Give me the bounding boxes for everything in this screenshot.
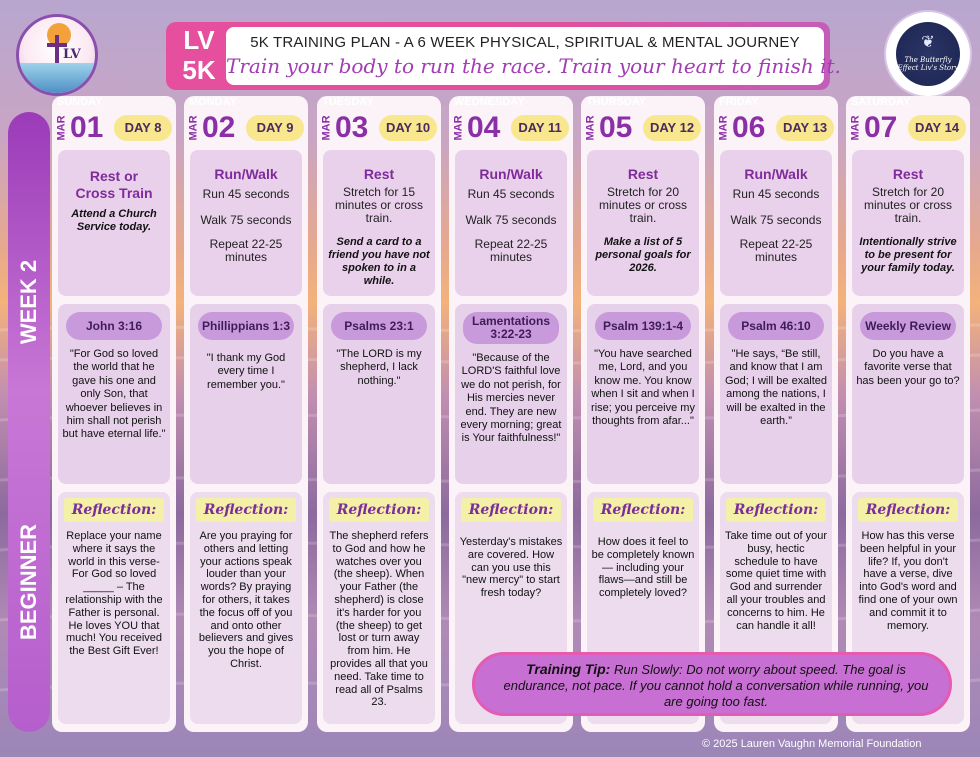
- verse-box: [323, 304, 435, 484]
- wave-icon: [19, 63, 95, 93]
- day-column: [52, 96, 176, 732]
- lv5k-logo: [16, 14, 98, 96]
- day-column: [846, 96, 970, 732]
- header-panel: [226, 27, 841, 85]
- month-label: MAR: [718, 115, 730, 141]
- workout-line: Stretch for 15 minutes or cross train.: [334, 185, 424, 225]
- workout-box: [323, 150, 435, 296]
- verse-reference: John 3:16: [66, 312, 162, 340]
- workout-line: Repeat 22-25 minutes: [739, 237, 813, 264]
- workout-box: [852, 150, 964, 296]
- cross-icon: [55, 35, 59, 65]
- day-column: [581, 96, 705, 732]
- page-title: 5K TRAINING PLAN - A 6 WEEK PHYSICAL, SPIRITUAL & MENTAL JOURNEY: [250, 34, 800, 51]
- workout-title: Rest or Cross Train: [75, 168, 153, 201]
- verse-reference: Psalms 23:1: [331, 312, 427, 340]
- day-badge: DAY 10: [379, 115, 437, 141]
- verse-box: [720, 304, 832, 484]
- butterfly-icon: ❦: [921, 32, 935, 51]
- month-label: MAR: [188, 115, 200, 141]
- workout-line: Repeat 22-25 minutes: [474, 237, 548, 264]
- page-subtitle: Train your body to run the race. Train your heart to finish it.: [226, 54, 841, 78]
- verse-reference: Weekly Review: [860, 312, 956, 340]
- day-column: [184, 96, 308, 732]
- date-number: 04: [467, 111, 501, 144]
- reflection-box: [323, 492, 435, 724]
- workout-line: Walk 75 seconds: [200, 213, 292, 227]
- workout-box: [455, 150, 567, 296]
- day-of-week: SUNDAY: [57, 96, 103, 108]
- date-header: [52, 109, 176, 145]
- verse-reference: Lamentations 3:22-23: [463, 312, 559, 344]
- reflection-box: [190, 492, 302, 724]
- date-header: [317, 109, 441, 145]
- date-header: [184, 109, 308, 145]
- training-tip-label: Training Tip:: [526, 661, 611, 677]
- reflection-label: Reflection:: [64, 498, 164, 522]
- verse-box: [190, 304, 302, 484]
- reflection-label: Reflection:: [593, 498, 693, 522]
- month-label: MAR: [56, 115, 68, 141]
- workout-line: Walk 75 seconds: [465, 213, 557, 227]
- workout-title: Rest: [363, 166, 395, 182]
- date-number: 05: [599, 111, 633, 144]
- workout-box: [58, 150, 170, 296]
- month-label: MAR: [321, 115, 333, 141]
- week-ribbon: [8, 112, 50, 732]
- date-number: 06: [732, 111, 766, 144]
- day-of-week: MONDAY: [189, 96, 237, 108]
- verse-text: "For God so loved the world that he gave his one and only Son, that whoever believes in him shall not perish but have eternal life.": [62, 348, 166, 441]
- workout-title: Run/Walk: [214, 166, 278, 182]
- lv5k-badge: LV 5K: [182, 25, 216, 85]
- workout-title: Run/Walk: [479, 166, 543, 182]
- day-of-week: WEDNESDAY: [454, 96, 525, 108]
- date-header: [846, 109, 970, 145]
- date-header: [449, 109, 573, 145]
- date-header: [714, 109, 838, 145]
- workout-line: Run 45 seconds: [467, 187, 555, 201]
- date-number: 01: [70, 111, 104, 144]
- workout-title: Rest: [892, 166, 924, 182]
- logo-text: LV: [63, 47, 81, 62]
- training-tip: [472, 652, 952, 716]
- workout-note: Intentionally strive to be present for your family today.: [859, 236, 957, 274]
- reflection-text: How has this verse been helpful in your life? If, you don't have a verse, dive into God's word and find one of your own and commit it to memory.: [858, 530, 958, 632]
- reflection-text: Take time out of your busy, hectic schedule to have some quiet time with God and surrender all your troubles and concerns to him. He can handle it all!: [724, 530, 828, 632]
- day-column: [317, 96, 441, 732]
- workout-line: Stretch for 20 minutes or cross train.: [863, 185, 953, 225]
- reflection-label: Reflection:: [461, 498, 561, 522]
- day-column: [714, 96, 838, 732]
- workout-line: Run 45 seconds: [732, 187, 820, 201]
- workout-box: [720, 150, 832, 296]
- training-tip-text: Run Slowly: Do not worry about speed. The goal is endurance, not pace. If you cannot hold a conversation while running, you are going too fast.: [503, 662, 929, 709]
- day-badge: DAY 11: [511, 115, 569, 141]
- verse-box: [455, 304, 567, 484]
- date-number: 07: [864, 111, 898, 144]
- verse-box: [587, 304, 699, 484]
- verse-text: "I thank my God every time I remember you.": [206, 352, 286, 391]
- day-badge: DAY 13: [776, 115, 834, 141]
- verse-box: [58, 304, 170, 484]
- month-label: MAR: [850, 115, 862, 141]
- workout-line: Run 45 seconds: [202, 187, 290, 201]
- verse-text: "He says, “Be still, and know that I am God; I will be exalted among the nations, I will be exalted in the earth.”: [724, 348, 828, 428]
- workout-box: [587, 150, 699, 296]
- workout-note: Make a list of 5 personal goals for 2026.: [595, 236, 691, 274]
- workout-title: Run/Walk: [744, 166, 808, 182]
- reflection-text: The shepherd refers to God and how he watches over you (the sheep). When your Father (the shepherd) is close it's harder for you (the sheep) to get lost or turn away from him. He provides all that you need. Take time to read all of Psalms 23.: [329, 530, 429, 709]
- day-badge: DAY 8: [114, 115, 172, 141]
- workout-note: Attend a Church Service today.: [71, 208, 157, 233]
- reflection-text: Yesterday's mistakes are covered. How can you use this "new mercy" to start fresh today?: [459, 536, 563, 600]
- month-label: MAR: [453, 115, 465, 141]
- verse-reference: Psalm 139:1-4: [595, 312, 691, 340]
- day-of-week: SATURDAY: [851, 96, 911, 108]
- day-badge: DAY 14: [908, 115, 966, 141]
- verse-text: "The LORD is my shepherd, I lack nothing.": [336, 348, 422, 387]
- header-banner: [166, 22, 841, 90]
- reflection-text: Are you praying for others and letting your actions speak louder than your words? By praying for others, it takes the focus off of you and onto other believers and gives you the hope of Christ.: [198, 530, 294, 670]
- verse-box: [852, 304, 964, 484]
- workout-box: [190, 150, 302, 296]
- date-header: [581, 109, 705, 145]
- month-label: MAR: [585, 115, 597, 141]
- copyright-footer: © 2025 Lauren Vaughn Memorial Foundation: [702, 738, 922, 750]
- reflection-label: Reflection:: [726, 498, 826, 522]
- day-badge: DAY 12: [643, 115, 701, 141]
- butterfly-effect-logo: ❦ The Butterfly Effect Liv's Story: [884, 10, 972, 98]
- day-of-week: FRIDAY: [719, 96, 759, 108]
- day-column: [449, 96, 573, 732]
- verse-reference: Psalm 46:10: [728, 312, 824, 340]
- workout-title: Rest: [627, 166, 659, 182]
- workout-line: Walk 75 seconds: [730, 213, 822, 227]
- date-number: 02: [202, 111, 236, 144]
- reflection-text: Replace your name where it says the world in this verse- For God so loved _____ – The relationship with the Father is personal. He loves YOU that much! You received the Best Gift Ever!: [65, 530, 163, 658]
- verse-text: "You have searched me, Lord, and you know me. You know when I sit and when I rise; you perceive my thoughts from afar...": [591, 348, 695, 428]
- week-label: WEEK 2: [16, 259, 41, 345]
- day-of-week: TUESDAY: [322, 96, 374, 108]
- reflection-label: Reflection:: [858, 498, 958, 522]
- reflection-label: Reflection:: [196, 498, 296, 522]
- workout-line: Stretch for 20 minutes or cross train.: [598, 185, 688, 225]
- verse-text: Do you have a favorite verse that has been your go to?: [856, 348, 960, 387]
- workout-line: Repeat 22-25 minutes: [209, 237, 283, 264]
- reflection-box: [58, 492, 170, 724]
- reflection-label: Reflection:: [329, 498, 429, 522]
- level-label: BEGINNER: [16, 523, 41, 641]
- day-badge: DAY 9: [246, 115, 304, 141]
- verse-reference: Phillippians 1:3: [198, 312, 294, 340]
- reflection-text: How does it feel to be completely known— including your flaws—and still be completely loved?: [591, 536, 695, 600]
- date-number: 03: [335, 111, 369, 144]
- day-of-week: THURSDAY: [586, 96, 647, 108]
- verse-text: "Because of the LORD'S faithful love we do not perish, for His mercies never end. They are new every morning; great is Your faithfulness!": [460, 352, 562, 445]
- workout-note: Send a card to a friend you have not spoken to in a while.: [328, 236, 430, 287]
